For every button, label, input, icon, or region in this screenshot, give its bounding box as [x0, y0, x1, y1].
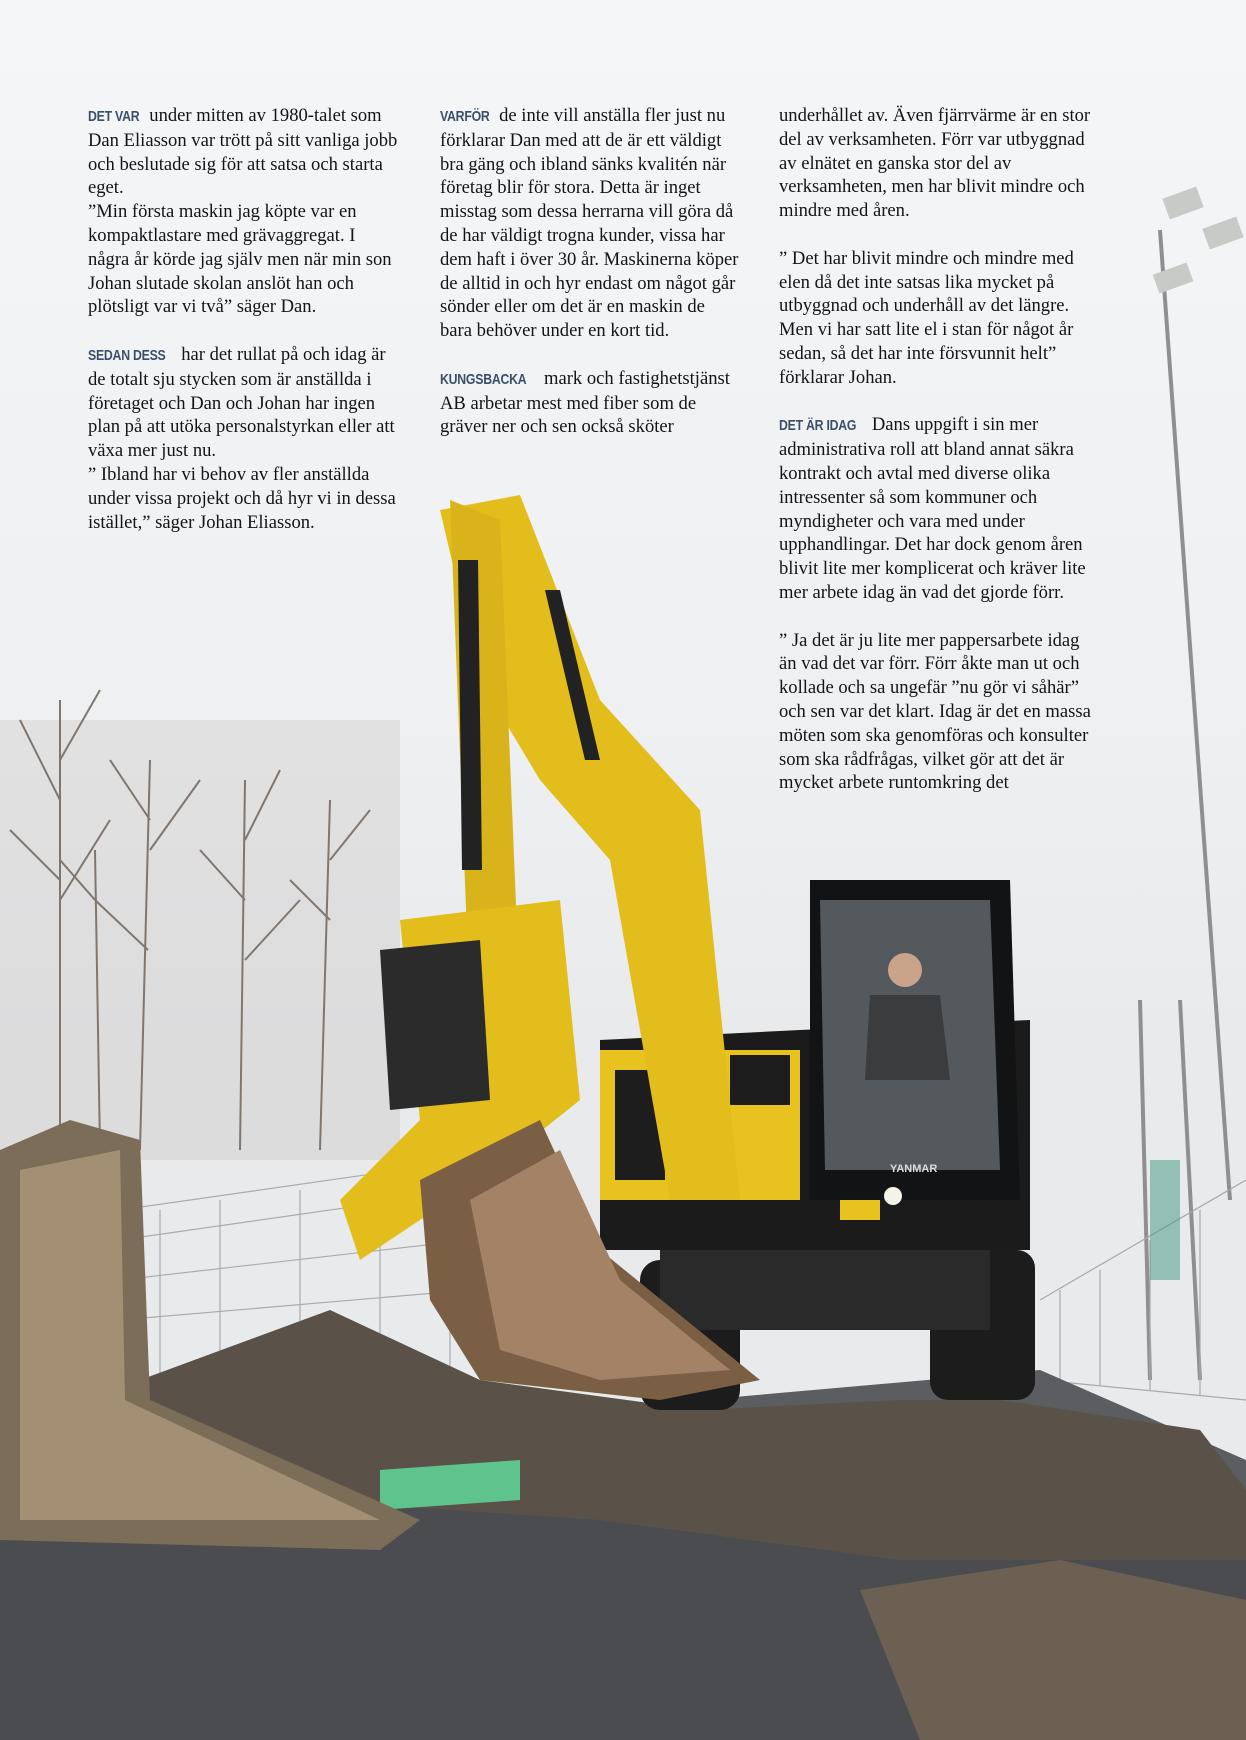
paragraph-varfor: [440, 104, 740, 343]
lead-in: KUNGSBACKA: [440, 370, 527, 388]
brand-label: YANMAR: [890, 1163, 938, 1175]
paragraph-text: Dans uppgift i sin mer administrativa roll att bland annat säkra kontrakt och avtal med diverse olika intressenter så som kommuner och myndigheter och vara med under upphandlingar. Det har dock genom åren blivit lite mer komplicerat och kräver lite mer arbete idag än vad det gjorde förr.: [779, 414, 1086, 603]
paragraph-text: ” Ja det är ju lite mer pappersarbete idag än vad det var förr. Förr åkte man ut och kollade och sa ungefär ”nu gör vi såhär” och sen var det klart. Idag är det en massa möten som ska genomföras och konsulter som ska rådfrågas, vilket gör att det är mycket arbete runtomkring det: [779, 629, 1091, 794]
paragraph-det-ar-idag: [779, 413, 1099, 604]
tree-haze: [0, 720, 400, 1160]
paragraph-text: mark och fastighetstjänst AB arbetar mest med fiber som de gräver ner och sen också sköter: [440, 367, 730, 438]
quote-text: ” Ibland har vi behov av fler anställda under vissa projekt och då hyr vi in dessa istället,” säger Johan Eliasson.: [88, 463, 396, 533]
text-column-2: [440, 104, 740, 463]
paragraph-underhallet: [779, 104, 1099, 223]
lead-in: VARFÖR: [440, 108, 490, 125]
paragraph-text: ” Det har blivit mindre och mindre med elen då det inte satsas lika mycket på utbyggnad och underhåll av det längre. Men vi har satt lite el i stan för något år sedan, så det har inte försvunnit helt” förklarar Johan.: [779, 247, 1074, 388]
text-column-3: [779, 104, 1099, 819]
lead-in: SEDAN DESS: [88, 346, 166, 364]
paragraph-kungsbacka: [440, 367, 740, 439]
lead-in: DET ÄR IDAG: [779, 417, 857, 435]
paragraph-text: underhållet av. Även fjärrvärme är en stor del av verksamheten. Förr var utbyggnad av elnätet en ganska stor del av verksamheten, men har blivit mindre och mindre med åren.: [779, 105, 1091, 222]
paragraph-elen-quote: [779, 247, 1099, 390]
paragraph-pappersarbete-quote: [779, 629, 1099, 796]
lead-in: DET VAR: [88, 108, 140, 125]
paragraph-text: har det rullat på och idag är de totalt sju stycken som är anställda i företaget och Dan och Johan har ingen plan på att utöka personalstyrkan eller att växa mer just nu.: [88, 343, 395, 462]
paragraph-sedan-dess: [88, 343, 400, 534]
paragraph-text: de inte vill anställa fler just nu förklarar Dan med att de är ett väldigt bra gäng och ibland sänks kvalitén när företag blir för stora. Detta är inget misstag som dessa herrarna vill göra då de har väldigt trogna kunder, vissa har dem haft i över 30 år. Maskinerna köper de alltid in och hyr endast om något går sönder eller om det är en maskin de bara behöver under en kort tid.: [440, 105, 739, 342]
right-fence: [1040, 1180, 1246, 1400]
paragraph-det-var: [88, 104, 400, 319]
quote-text: ”Min första maskin jag köpte var en kompaktlastare med grävaggregat. I några år körde jag själv men när min son Johan slutade skolan anslöt han och plötsligt var vi två” säger Dan.: [88, 201, 392, 318]
text-column-1: [88, 104, 400, 558]
paragraph-text: under mitten av 1980-talet som Dan Eliasson var trött på sitt vanliga jobb och beslutade sig för att satsa och starta eget.: [88, 105, 398, 199]
